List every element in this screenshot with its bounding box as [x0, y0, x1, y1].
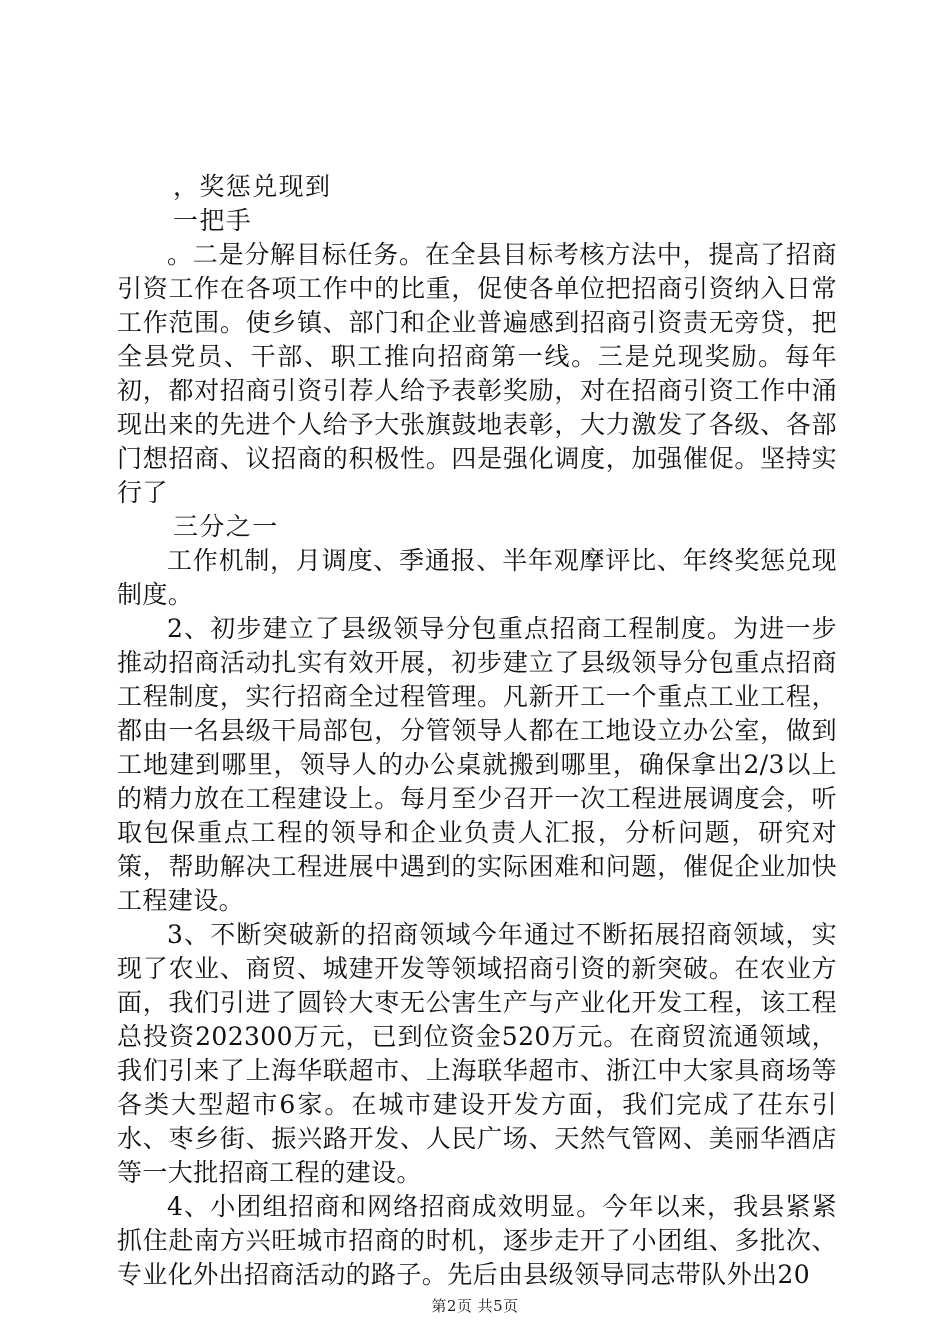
text-fragment-one-third: 三分之一 — [173, 512, 279, 541]
paragraph-work-mechanism: 工作机制，月调度、季通报、半年观摩评比、年终奖惩兑现制度。 — [117, 546, 837, 609]
document-body — [117, 170, 837, 1292]
text-fragment-reward: ，奖惩兑现到 — [173, 172, 332, 201]
paragraph-leader-contract-system: 2、初步建立了县级领导分包重点招商工程制度。为进一步推动招商活动扎实有效开展，初步建立了县级领导分包重点招商工程制度，实行招商全过程管理。凡新开工一个重点工业工程，都由一名县级干局部包，分管领导人都在工地设立办公室，做到工地建到哪里，领导人的办公桌就搬到哪里，确保拿出2/3以上的精力放在工程建设上。每月至少召开一次工程进展调度会，听取包保重点工程的领导和企业负责人汇报，分析问题，研究对策，帮助解决工程进展中遇到的实际困难和问题，催促企业加快工程建设。 — [117, 614, 837, 915]
paragraph-small-group-investment: 4、小团组招商和网络招商成效明显。今年以来，我县紧紧抓住赴南方兴旺城市招商的时机，逐步走开了小团组、多批次、专业化外出招商活动的路子。先后由县级领导同志带队外出20 — [117, 1192, 837, 1289]
text-fragment-leader: 一把手 — [173, 206, 253, 235]
paragraph-target-tasks: 。二是分解目标任务。在全县目标考核方法中，提高了招商引资工作在各项工作中的比重，促使各单位把招商引资纳入日常工作范围。使乡镇、部门和企业普遍感到招商引资责无旁贷，把全县党员、干部、职工推向招商第一线。三是兑现奖励。每年初，都对招商引资引荐人给予表彰奖励，对在招商引资工作中涌现出来的先进个人给予大张旗鼓地表彰，大力激发了各级、各部门想招商、议招商的积极性。四是强化调度，加强催促。坚持实行了 — [117, 240, 837, 507]
paragraph-new-investment-fields: 3、不断突破新的招商领域今年通过不断拓展招商领域，实现了农业、商贸、城建开发等领域招商引资的新突破。在农业方面，我们引进了圆铃大枣无公害生产与产业化开发工程，该工程总投资202300万元，已到位资金520万元。在商贸流通领域，我们引来了上海华联超市、上海联华超市、浙江中大家具商场等各类大型超市6家。在城市建设开发方面，我们完成了茌东引水、枣乡街、振兴路开发、人民广场、天然气管网、美丽华酒店等一大批招商工程的建设。 — [117, 920, 837, 1187]
page-number-footer: 第2页 共5页 — [431, 1297, 519, 1315]
